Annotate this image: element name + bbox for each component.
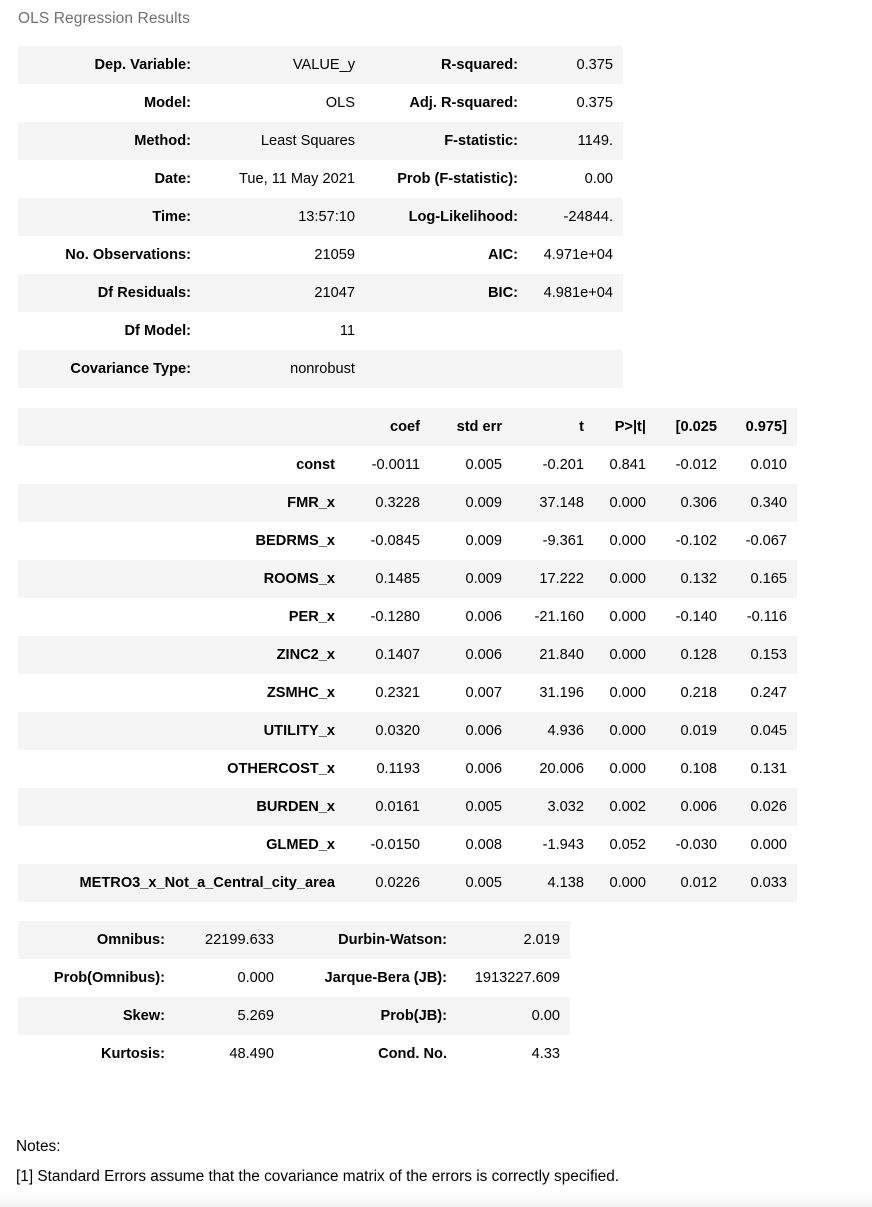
model-summary-table [18,46,623,388]
coefficient-t-value: 4.936 [512,712,594,750]
coefficient-ci-high-value: 0.033 [727,864,797,902]
summary-value-left: VALUE_y [200,46,365,84]
coefficient-ci-low-value: -0.140 [656,598,727,636]
coefficient-variable-name: UTILITY_x [18,712,345,750]
coefficient-variable-name: BURDEN_x [18,788,345,826]
coefficients-column-header-0 [18,408,345,446]
summary-value-right: 1149. [527,122,623,160]
coefficient-p-value: 0.000 [594,484,656,522]
coefficient-ci-low-value: 0.012 [656,864,727,902]
coefficient-std-err-value: 0.006 [430,636,512,674]
summary-label-left: Dep. Variable: [18,46,200,84]
coefficients-column-header-2: std err [430,408,512,446]
diagnostics-value-left: 22199.633 [174,921,284,959]
diagnostics-row [18,997,570,1035]
coefficient-std-err-value: 0.005 [430,446,512,484]
summary-label-left: Df Residuals: [18,274,200,312]
diagnostics-label-right: Cond. No. [284,1035,456,1073]
coefficients-column-header-3: t [512,408,594,446]
coefficient-t-value: 17.222 [512,560,594,598]
coefficient-row [18,484,797,522]
summary-value-right: 0.00 [527,160,623,198]
summary-label-right: Adj. R-squared: [365,84,527,122]
notes-heading: Notes: [16,1138,61,1155]
page-title: OLS Regression Results [18,10,190,27]
summary-label-right [365,312,527,350]
diagnostics-row [18,921,570,959]
diagnostics-label-right: Prob(JB): [284,997,456,1035]
summary-row [18,274,623,312]
coefficient-p-value: 0.000 [594,560,656,598]
diagnostics-value-left: 0.000 [174,959,284,997]
coefficient-coef-value: -0.0011 [345,446,430,484]
summary-label-left: Date: [18,160,200,198]
coefficient-ci-low-value: 0.218 [656,674,727,712]
summary-value-left: Tue, 11 May 2021 [200,160,365,198]
coefficient-row [18,712,797,750]
diagnostics-label-left: Skew: [18,997,174,1035]
summary-value-left: 13:57:10 [200,198,365,236]
coefficient-ci-low-value: 0.132 [656,560,727,598]
coefficient-p-value: 0.000 [594,712,656,750]
coefficient-coef-value: -0.0150 [345,826,430,864]
summary-value-right: -24844. [527,198,623,236]
coefficient-variable-name: ZSMHC_x [18,674,345,712]
diagnostics-value-right: 2.019 [456,921,570,959]
summary-row [18,46,623,84]
coefficient-coef-value: 0.0226 [345,864,430,902]
coefficient-p-value: 0.000 [594,750,656,788]
coefficient-t-value: 3.032 [512,788,594,826]
coefficient-t-value: 20.006 [512,750,594,788]
coefficient-coef-value: 0.3228 [345,484,430,522]
coefficient-t-value: 4.138 [512,864,594,902]
coefficient-ci-low-value: -0.030 [656,826,727,864]
coefficient-variable-name: FMR_x [18,484,345,522]
coefficient-ci-high-value: -0.116 [727,598,797,636]
coefficient-std-err-value: 0.006 [430,712,512,750]
summary-label-right [365,350,527,388]
coefficient-p-value: 0.841 [594,446,656,484]
coefficient-ci-low-value: 0.128 [656,636,727,674]
coefficients-column-header-5: [0.025 [656,408,727,446]
coefficient-ci-low-value: 0.019 [656,712,727,750]
coefficient-ci-low-value: 0.006 [656,788,727,826]
coefficients-column-header-6: 0.975] [727,408,797,446]
summary-value-left: Least Squares [200,122,365,160]
summary-row [18,84,623,122]
diagnostics-value-left: 5.269 [174,997,284,1035]
summary-label-right: AIC: [365,236,527,274]
coefficients-column-header-1: coef [345,408,430,446]
summary-row [18,198,623,236]
coefficient-ci-high-value: 0.165 [727,560,797,598]
coefficient-t-value: 21.840 [512,636,594,674]
coefficient-t-value: -9.361 [512,522,594,560]
coefficient-std-err-value: 0.006 [430,750,512,788]
diagnostics-value-right: 1913227.609 [456,959,570,997]
coefficient-ci-high-value: 0.026 [727,788,797,826]
diagnostics-label-left: Prob(Omnibus): [18,959,174,997]
summary-row [18,350,623,388]
coefficient-row [18,864,797,902]
diagnostics-value-left: 48.490 [174,1035,284,1073]
coefficient-coef-value: 0.1485 [345,560,430,598]
coefficient-row [18,826,797,864]
coefficient-variable-name: OTHERCOST_x [18,750,345,788]
summary-value-right: 4.971e+04 [527,236,623,274]
summary-label-left: No. Observations: [18,236,200,274]
coefficient-row [18,674,797,712]
coefficient-row [18,788,797,826]
coefficient-std-err-value: 0.005 [430,788,512,826]
coefficient-coef-value: 0.1193 [345,750,430,788]
diagnostics-table [18,921,570,1073]
summary-label-right: R-squared: [365,46,527,84]
coefficient-coef-value: 0.1407 [345,636,430,674]
coefficient-variable-name: ZINC2_x [18,636,345,674]
summary-value-right: 0.375 [527,84,623,122]
summary-value-right [527,350,623,388]
coefficient-std-err-value: 0.009 [430,560,512,598]
coefficient-ci-high-value: 0.340 [727,484,797,522]
summary-label-left: Df Model: [18,312,200,350]
coefficient-t-value: 31.196 [512,674,594,712]
coefficient-coef-value: -0.0845 [345,522,430,560]
coefficient-ci-high-value: -0.067 [727,522,797,560]
summary-label-right: BIC: [365,274,527,312]
coefficient-std-err-value: 0.008 [430,826,512,864]
summary-value-right [527,312,623,350]
coefficient-ci-low-value: 0.108 [656,750,727,788]
summary-row [18,122,623,160]
coefficient-row [18,522,797,560]
coefficient-variable-name: PER_x [18,598,345,636]
coefficient-ci-high-value: 0.131 [727,750,797,788]
coefficient-p-value: 0.000 [594,674,656,712]
coefficient-std-err-value: 0.005 [430,864,512,902]
coefficient-p-value: 0.000 [594,864,656,902]
coefficient-coef-value: -0.1280 [345,598,430,636]
coefficient-ci-low-value: -0.102 [656,522,727,560]
coefficient-ci-high-value: 0.153 [727,636,797,674]
coefficient-p-value: 0.000 [594,522,656,560]
coefficient-ci-high-value: 0.247 [727,674,797,712]
coefficient-variable-name: METRO3_x_Not_a_Central_city_area [18,864,345,902]
summary-label-right: F-statistic: [365,122,527,160]
coefficient-t-value: 37.148 [512,484,594,522]
coefficient-t-value: -1.943 [512,826,594,864]
notes-line-1: [1] Standard Errors assume that the covariance matrix of the errors is correctly specified. [16,1168,620,1185]
coefficient-coef-value: 0.0320 [345,712,430,750]
summary-label-right: Log-Likelihood: [365,198,527,236]
summary-label-left: Time: [18,198,200,236]
coefficient-row [18,750,797,788]
summary-label-right: Prob (F-statistic): [365,160,527,198]
summary-value-right: 4.981e+04 [527,274,623,312]
coefficient-variable-name: const [18,446,345,484]
summary-label-left: Covariance Type: [18,350,200,388]
diagnostics-row [18,959,570,997]
coefficient-ci-low-value: 0.306 [656,484,727,522]
coefficient-variable-name: ROOMS_x [18,560,345,598]
coefficient-ci-high-value: 0.010 [727,446,797,484]
diagnostics-value-right: 4.33 [456,1035,570,1073]
diagnostics-label-left: Omnibus: [18,921,174,959]
coefficient-row [18,598,797,636]
summary-row [18,312,623,350]
coefficients-header-row [18,408,797,446]
diagnostics-row [18,1035,570,1073]
summary-value-left: 21047 [200,274,365,312]
bottom-edge-band [0,1191,872,1207]
summary-value-right: 0.375 [527,46,623,84]
coefficient-std-err-value: 0.006 [430,598,512,636]
coefficient-t-value: -21.160 [512,598,594,636]
coefficient-variable-name: GLMED_x [18,826,345,864]
coefficient-std-err-value: 0.009 [430,484,512,522]
coefficient-p-value: 0.002 [594,788,656,826]
coefficient-coef-value: 0.0161 [345,788,430,826]
summary-label-left: Method: [18,122,200,160]
coefficient-row [18,446,797,484]
coefficient-std-err-value: 0.007 [430,674,512,712]
coefficient-row [18,560,797,598]
coefficient-std-err-value: 0.009 [430,522,512,560]
summary-value-left: OLS [200,84,365,122]
diagnostics-value-right: 0.00 [456,997,570,1035]
coefficient-coef-value: 0.2321 [345,674,430,712]
diagnostics-label-right: Jarque-Bera (JB): [284,959,456,997]
coefficient-p-value: 0.052 [594,826,656,864]
summary-row [18,236,623,274]
coefficients-table [18,408,797,902]
coefficients-column-header-4: P>|t| [594,408,656,446]
coefficient-ci-high-value: 0.000 [727,826,797,864]
summary-value-left: 11 [200,312,365,350]
coefficient-p-value: 0.000 [594,636,656,674]
coefficient-ci-low-value: -0.012 [656,446,727,484]
diagnostics-label-right: Durbin-Watson: [284,921,456,959]
coefficient-p-value: 0.000 [594,598,656,636]
summary-value-left: 21059 [200,236,365,274]
coefficient-t-value: -0.201 [512,446,594,484]
coefficient-ci-high-value: 0.045 [727,712,797,750]
summary-label-left: Model: [18,84,200,122]
coefficient-variable-name: BEDRMS_x [18,522,345,560]
diagnostics-label-left: Kurtosis: [18,1035,174,1073]
coefficient-row [18,636,797,674]
summary-row [18,160,623,198]
summary-value-left: nonrobust [200,350,365,388]
